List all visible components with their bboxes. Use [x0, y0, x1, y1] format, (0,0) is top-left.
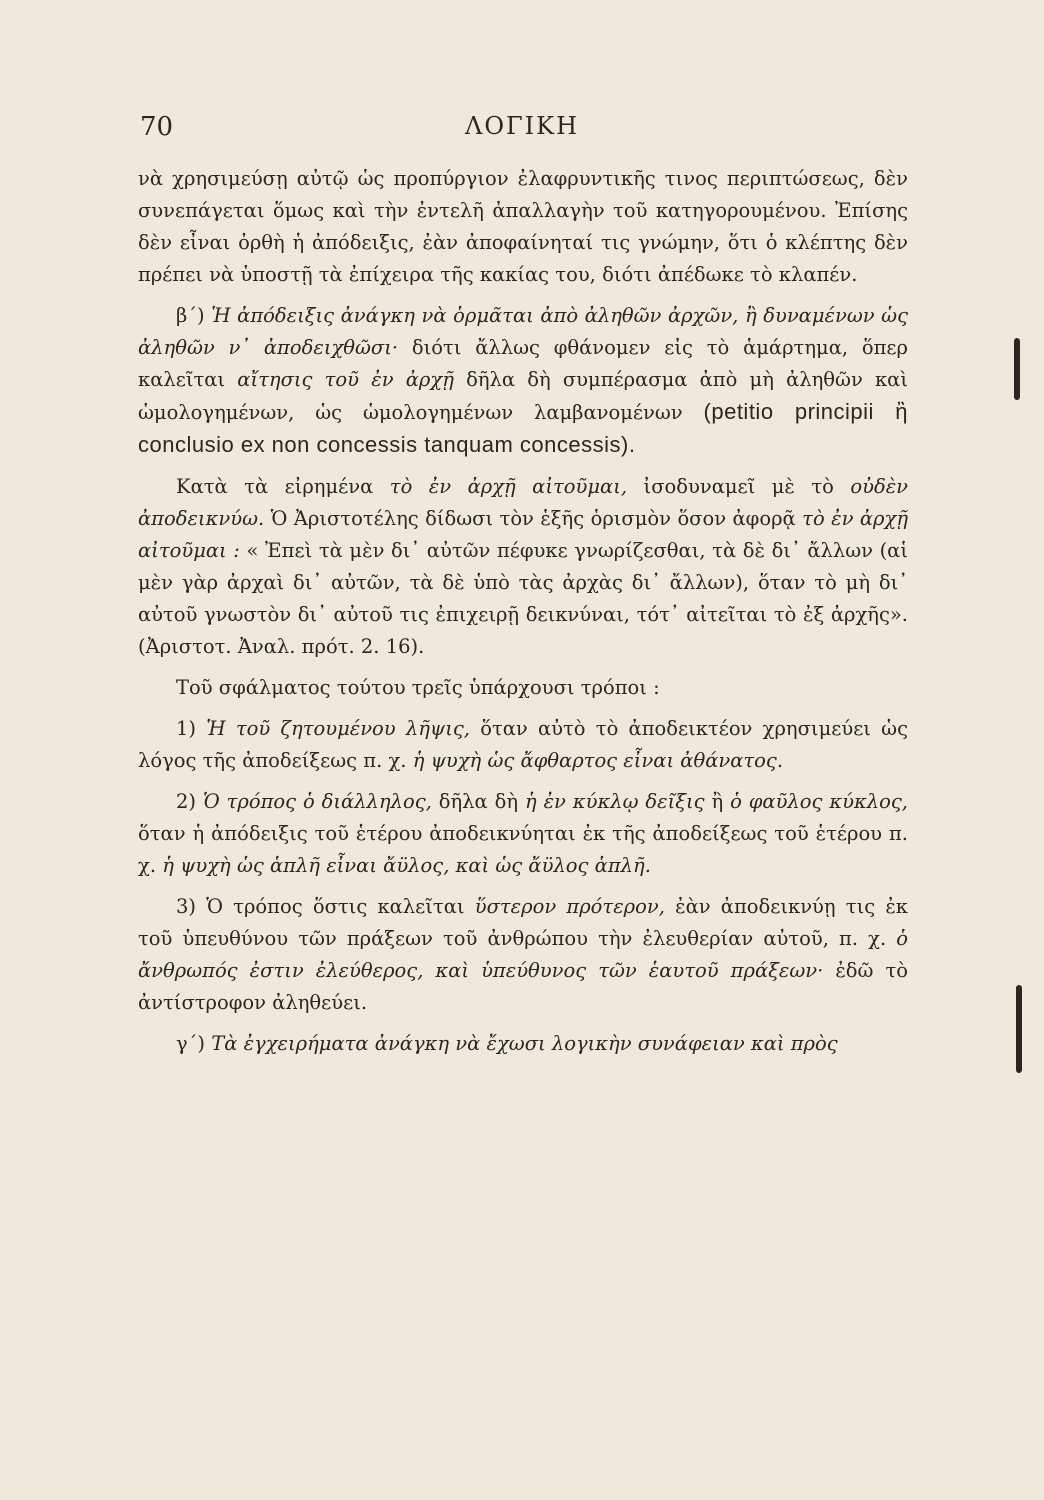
- paragraph: Τοῦ σφάλματος τούτου τρεῖς ὑπάρχουσι τρόποι :: [176, 676, 660, 699]
- margin-mark: [1016, 985, 1022, 1073]
- paragraph: Κατὰ τὰ εἰρημένα τὸ ἐν ἀρχῇ αἰτοῦμαι, ἰσοδυναμεῖ μὲ τὸ οὐδὲν ἀποδεικνύω. Ὁ Ἀριστοτέλης δίδωσι τὸν ἑξῆς ὁρισμὸν ὅσον ἀφορᾷ τὸ ἐν ἀρχῇ αἰτοῦμαι : « Ἐπεὶ τὰ μὲν δι᾽ αὐτῶν πέφυκε γνωρίζεσθαι, τὰ δὲ δι᾽ ἄλλων (αἱ μὲν γὰρ ἀρχαὶ δι᾽ αὐτῶν, τὰ δὲ ὑπὸ τὰς ἀρχὰς δι᾽ ἄλλων), ὅταν τὸ μὴ δι᾽ αὐτοῦ γνωστὸν δι᾽ αὐτοῦ τις ἐπιχειρῇ δεικνύναι, τότ᾽ αἰτεῖται τὸ ἐξ ἀρχῆς». (Ἀριστοτ. Ἀναλ. πρότ. 2. 16).: [138, 475, 909, 658]
- page-number: 70: [140, 112, 174, 142]
- paragraph: νὰ χρησιμεύσῃ αὐτῷ ὡς προπύργιον ἐλαφρυντικῆς τινος περιπτώσεως, δὲν συνεπάγεται ὅμως καὶ τὴν ἐντελῆ ἀπαλλαγὴν τοῦ κατηγορουμένου. Ἐπίσης δὲν εἶναι ὀρθὴ ἡ ἀπόδειξις, ἐὰν ἀποφαίνηταί τις γνώμην, ὅτι ὁ κλέπτης δὲν πρέπει νὰ ὑποστῇ τὰ ἐπίχειρα τῆς κακίας του, διότι ἀπέδωκε τὸ κλαπέν.: [138, 167, 908, 286]
- paragraph: γ΄) Τὰ ἐγχειρήματα ἀνάγκη νὰ ἔχωσι λογικὴν συνάφειαν καὶ πρὸς: [176, 1032, 838, 1055]
- paragraph: 2) Ὁ τρόπος ὁ διάλληλος, δῆλα δὴ ἡ ἐν κύκλῳ δεῖξις ἢ ὁ φαῦλος κύκλος, ὅταν ἡ ἀπόδειξις τοῦ ἑτέρου ἀποδεικνύηται ἐκ τῆς ἀποδείξεως τοῦ ἑτέρου π. χ. ἡ ψυχὴ ὡς ἁπλῆ εἶναι ἄϋλος, καὶ ὡς ἄϋλος ἁπλῆ.: [138, 790, 909, 877]
- main-text: [138, 163, 908, 1060]
- page-header: [0, 112, 1044, 152]
- paragraph: 1) Ἡ τοῦ ζητουμένου λῆψις, ὅταν αὐτὸ τὸ ἀποδεικτέον χρησιμεύει ὡς λόγος τῆς ἀποδείξεως π. χ. ἡ ψυχὴ ὡς ἄφθαρτος εἶναι ἀθάνατος.: [138, 717, 908, 772]
- margin-mark: [1014, 338, 1020, 400]
- paragraph: β΄) Ἡ ἀπόδειξις ἀνάγκη νὰ ὁρμᾶται ἀπὸ ἀληθῶν ἀρχῶν, ἢ δυναμένων ὡς ἀληθῶν ν᾽ ἀποδειχθῶσι· διότι ἄλλως φθάνομεν εἰς τὸ ἁμάρτημα, ὅπερ καλεῖται αἴτησις τοῦ ἐν ἀρχῇ δῆλα δὴ συμπέρασμα ἀπὸ μὴ ἀληθῶν καὶ ὡμολογημένων, ὡς ὡμολογημένων λαμβανομένων (petitio principii ἢ conclusio ex non concessis tanquam concessis).: [138, 304, 908, 457]
- running-title: ΛΟΓΙΚΗ: [465, 112, 579, 140]
- latin-phrase: (petitio principii ἢ conclusio ex non concessis tanquam concessis).: [138, 399, 908, 457]
- paragraph: 3) Ὁ τρόπος ὅστις καλεῖται ὕστερον πρότερον, ἐὰν ἀποδεικνύῃ τις ἐκ τοῦ ὑπευθύνου τῶν πράξεων τοῦ ἀνθρώπου τὴν ἐλευθερίαν αὐτοῦ, π. χ. ὁ ἄνθρωπός ἐστιν ἐλεύθερος, καὶ ὑπεύθυνος τῶν ἑαυτοῦ πράξεων· ἐδῶ τὸ ἀντίστροφον ἀληθεύει.: [138, 895, 908, 1014]
